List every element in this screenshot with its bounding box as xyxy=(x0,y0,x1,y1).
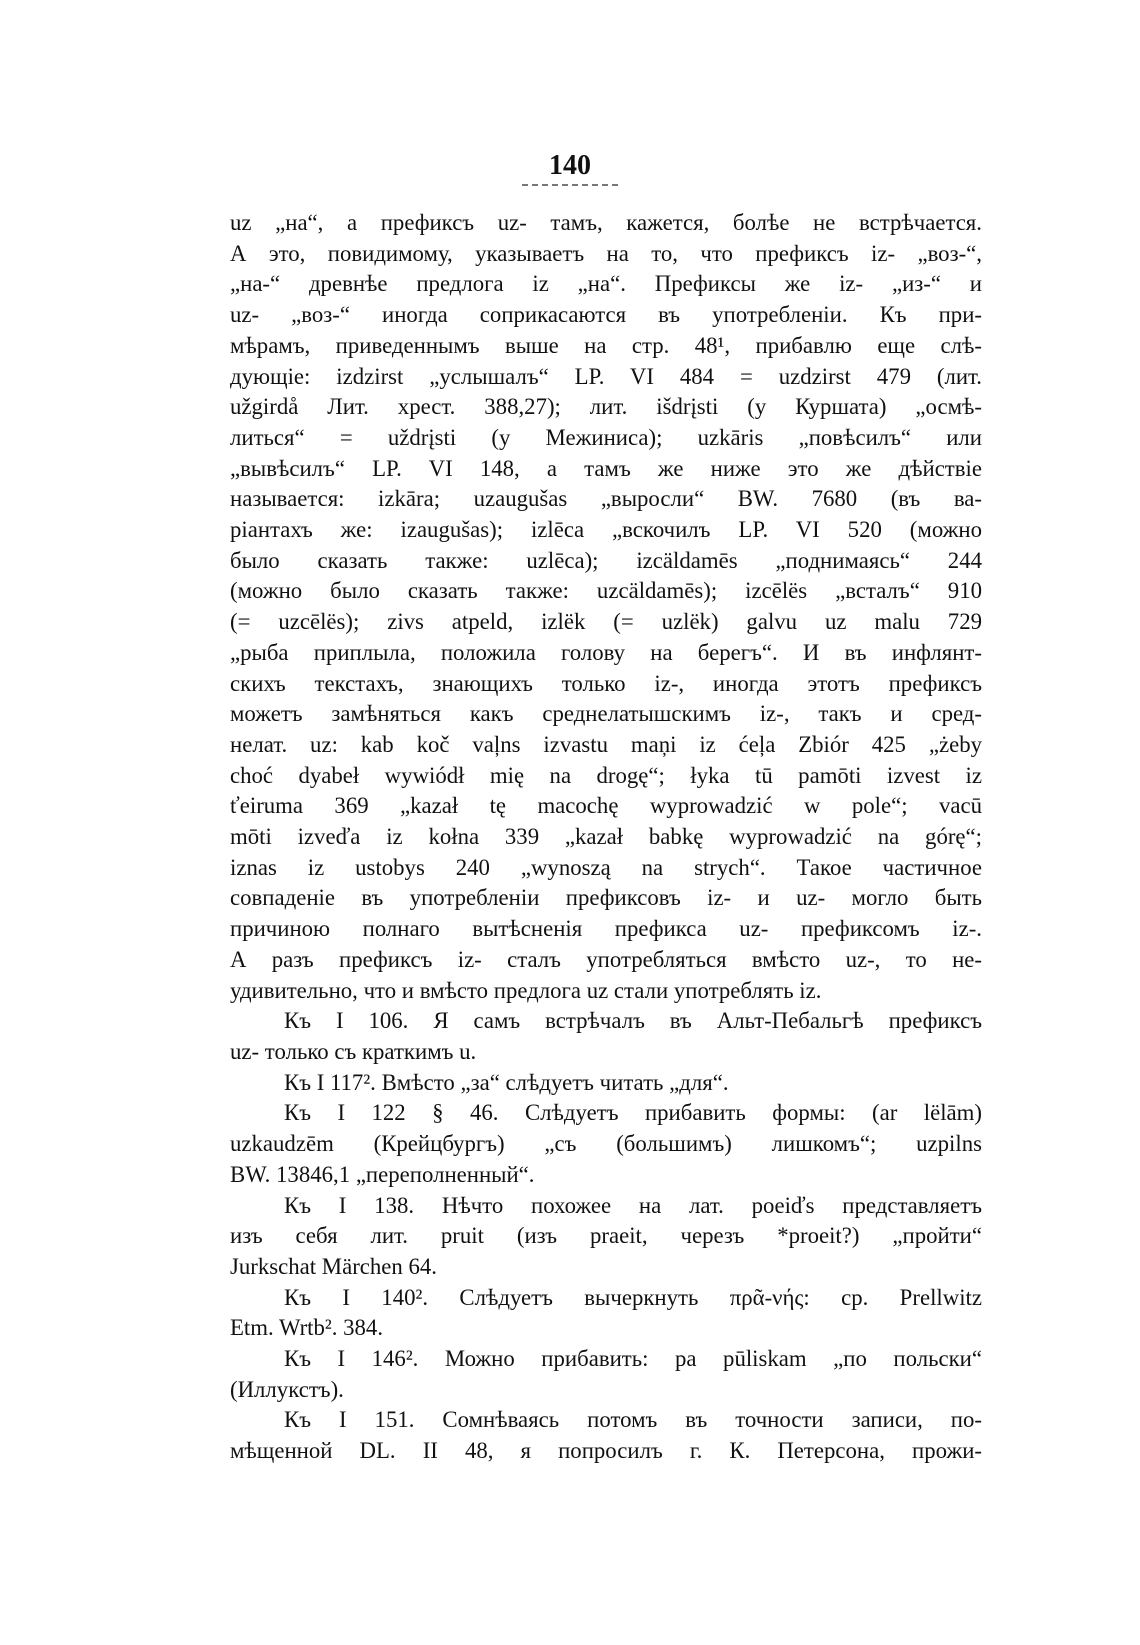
text-line: Къ I 106. Я самъ встрѣчалъ въ Альт-Пебальгѣ префиксъ xyxy=(284,1008,982,1034)
text-line: удивительно, что и вмѣсто предлога uz стали употреблять iz. xyxy=(230,977,822,1003)
text-line: А это, повидимому, указываетъ на то, что префиксъ iz- „воз-“, xyxy=(230,240,982,266)
header-rule xyxy=(522,184,618,186)
text-line: Къ I 138. Нѣчто похожее на лат. poeiďs представляетъ xyxy=(284,1192,982,1218)
text-line: ťeiruma 369 „kazał tę macochę wyprowadzić w pole“; vacū xyxy=(230,793,982,819)
text-line: uz- только съ краткимъ u. xyxy=(230,1038,477,1064)
text-line: совпаденіе въ употребленіи префиксовъ iz- и uz- могло быть xyxy=(230,885,982,911)
text-line: (можно было сказать также: uzcäldamēs); izcēlës „всталъ“ 910 xyxy=(230,578,982,604)
text-line: скихъ текстахъ, знающихъ только iz-, иногда этотъ префиксъ xyxy=(230,670,982,696)
text-line: uz- „воз-“ иногда соприкасаются въ употребленіи. Къ при- xyxy=(230,302,982,328)
page-number: 140 xyxy=(549,150,591,181)
text-line: А разъ префиксъ iz- сталъ употребляться вмѣсто uz-, то не- xyxy=(230,946,982,972)
text-line: „на-“ древнѣе предлога iz „на“. Префиксы же iz- „из-“ и xyxy=(230,271,982,297)
text-line: ріантахъ же: izaugušas); izlēca „вскочилъ LP. VI 520 (можно xyxy=(230,517,982,543)
text-line: uz „на“, а префиксъ uz- тамъ, кажется, болѣе не встрѣчается. xyxy=(230,210,982,235)
text-line: Jurkschat Märchen 64. xyxy=(230,1253,438,1279)
text-line: называется: izkāra; uzaugušas „выросли“ BW. 7680 (въ ва- xyxy=(230,486,982,512)
text-line: изъ себя лит. pruit (изъ praeit, черезъ *proeit?) „пройти“ xyxy=(230,1223,982,1249)
text-line: дующіе: izdzirst „услышалъ“ LP. VI 484 = uzdzirst 479 (лит. xyxy=(230,363,982,389)
text-line: Къ I 122 § 46. Слѣдуетъ прибавить формы: (ar lëlām) xyxy=(284,1100,982,1126)
body-text xyxy=(230,208,982,1467)
text-line: uzkaudzēm (Крейцбургъ) „съ (большимъ) лишкомъ“; uzpilns xyxy=(230,1131,982,1157)
text-line: „вывѣсилъ“ LP. VI 148, а тамъ же ниже это же дѣйствіе xyxy=(230,455,982,481)
text-line: BW. 13846,1 „переполненный“. xyxy=(230,1161,535,1187)
text-line: можетъ замѣняться какъ среднелатышскимъ iz-, такъ и сред- xyxy=(230,701,982,727)
text-line: užgirdå Лит. хрест. 388,27); лит. išdrįsti (у Куршата) „осмѣ- xyxy=(230,394,982,420)
text-line: (Иллукстъ). xyxy=(230,1376,344,1402)
text-line: iznas iz ustobys 240 „wynoszą na strych“. Такое частичное xyxy=(230,854,982,880)
text-line: Etm. Wrtb². 384. xyxy=(230,1315,384,1341)
text-line: литься“ = uždrįsti (у Межиниса); uzkāris „повѣсилъ“ или xyxy=(230,424,982,450)
text-line: Къ I 146². Можно прибавить: pa pūliskam „по польски“ xyxy=(284,1346,982,1372)
text-line: Къ I 140². Слѣдуетъ вычеркнуть πρᾶ-νής: ср. Prellwitz xyxy=(284,1284,982,1310)
text-line: мѣщенной DL. II 48, я попросилъ г. К. Петерсона, прожи- xyxy=(230,1438,982,1464)
text-line: было сказать также: uzlēca); izcäldamēs „поднимаясь“ 244 xyxy=(230,547,982,573)
text-line: мѣрамъ, приведеннымъ выше на стр. 48¹, прибавлю еще слѣ- xyxy=(230,332,982,358)
text-line: „рыба приплыла, положила голову на берегъ“. И въ инфлянт- xyxy=(230,639,982,665)
text-line: Къ I 151. Сомнѣваясь потомъ въ точности записи, по- xyxy=(284,1407,982,1433)
text-line: mōti izveďa iz kołna 339 „kazał babkę wyprowadzić na górę“; xyxy=(230,824,982,850)
text-line: (= uzcēlës); zivs atpeld, izlëk (= uzlëk) galvu uz malu 729 xyxy=(230,609,982,635)
text-line: причиною полнаго вытѣсненія префикса uz- префиксомъ iz-. xyxy=(230,916,982,942)
text-line: нелат. uz: kab koč vaļns izvastu maņi iz ćeļa Zbiór 425 „żeby xyxy=(230,731,982,757)
text-line: Къ I 117². Вмѣсто „за“ слѣдуетъ читать „для“. xyxy=(284,1069,729,1095)
text-line: choć dyabeł wywiódł mię na drogę“; łyka tū pamōti izvest iz xyxy=(230,762,982,788)
